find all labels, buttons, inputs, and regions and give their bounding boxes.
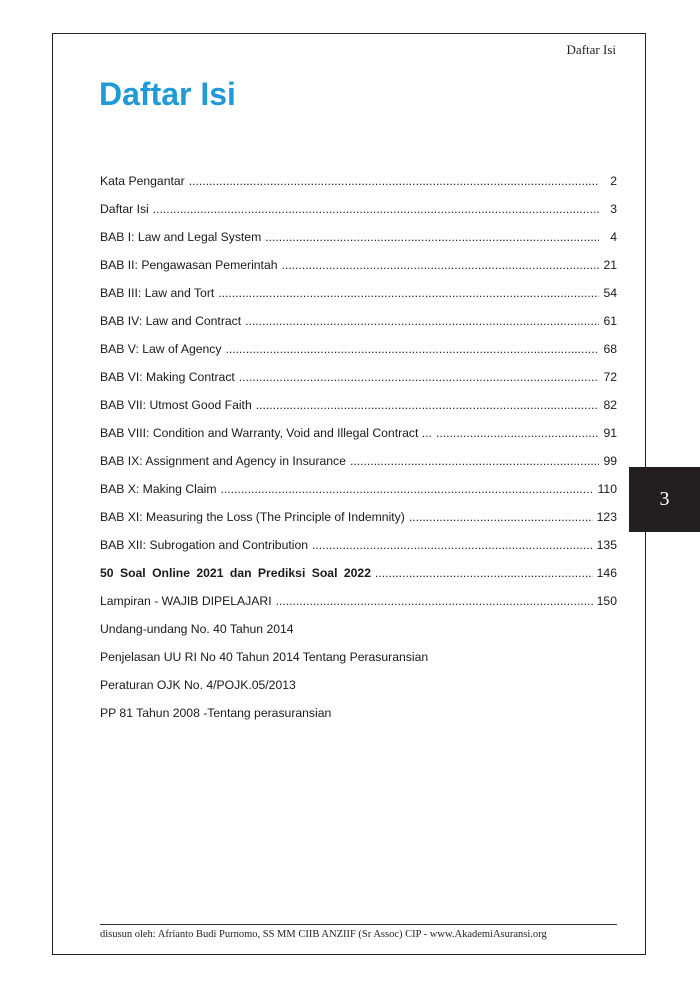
toc-entry[interactable] — [100, 454, 617, 482]
toc-leader — [189, 174, 599, 188]
toc-entry[interactable] — [100, 678, 617, 706]
table-of-contents — [100, 174, 617, 734]
toc-label: BAB V: Law of Agency — [100, 342, 222, 356]
toc-label: Daftar Isi — [100, 202, 149, 216]
toc-page-number: 150 — [596, 594, 617, 608]
toc-label: Peraturan OJK No. 4/POJK.05/2013 — [100, 678, 296, 692]
toc-page-number: 2 — [610, 174, 617, 188]
toc-page-number: 54 — [603, 286, 617, 300]
toc-leader — [153, 202, 599, 216]
toc-entry[interactable] — [100, 594, 617, 622]
toc-label: Lampiran - WAJIB DIPELAJARI — [100, 594, 272, 608]
toc-page-number: 61 — [603, 314, 617, 328]
toc-entry[interactable] — [100, 482, 617, 510]
toc-label: BAB IX: Assignment and Agency in Insurance — [100, 454, 346, 468]
toc-leader — [256, 398, 599, 412]
toc-entry[interactable] — [100, 342, 617, 370]
running-head: Daftar Isi — [566, 42, 616, 57]
toc-label: Kata Pengantar — [100, 174, 185, 188]
toc-leader — [276, 594, 593, 608]
toc-entry[interactable] — [100, 370, 617, 398]
toc-leader — [218, 286, 599, 300]
toc-page-number: 72 — [603, 370, 617, 384]
toc-page-number: 82 — [603, 398, 617, 412]
toc-label: BAB VIII: Condition and Warranty, Void and Illegal Contract ... — [100, 426, 432, 440]
toc-leader — [436, 426, 599, 440]
toc-label: BAB II: Pengawasan Pemerintah — [100, 258, 278, 272]
toc-page-number: 91 — [603, 426, 617, 440]
toc-page-number: 123 — [596, 510, 617, 524]
toc-label: Undang-undang No. 40 Tahun 2014 — [100, 622, 294, 636]
toc-page-number: 21 — [603, 258, 617, 272]
toc-leader — [239, 370, 599, 384]
toc-leader — [375, 566, 593, 580]
toc-page-number: 68 — [603, 342, 617, 356]
toc-leader — [350, 454, 599, 468]
toc-entry[interactable] — [100, 398, 617, 426]
toc-page-number: 99 — [603, 454, 617, 468]
footer-divider — [100, 924, 617, 925]
toc-entry[interactable] — [100, 230, 617, 258]
toc-page-number: 135 — [596, 538, 617, 552]
toc-leader — [221, 482, 594, 496]
toc-entry[interactable] — [100, 258, 617, 286]
toc-leader — [226, 342, 600, 356]
toc-label: 50 Soal Online 2021 dan Prediksi Soal 2022 — [100, 566, 371, 580]
toc-label: BAB I: Law and Legal System — [100, 230, 262, 244]
toc-label: BAB III: Law and Tort — [100, 286, 215, 300]
toc-label: BAB X: Making Claim — [100, 482, 217, 496]
toc-label: Penjelasan UU RI No 40 Tahun 2014 Tentang Perasuransian — [100, 650, 429, 664]
toc-page-number: 4 — [610, 230, 617, 244]
toc-leader — [245, 314, 599, 328]
toc-page-number: 146 — [596, 566, 617, 580]
toc-entry[interactable] — [100, 538, 617, 566]
toc-entry[interactable] — [100, 426, 617, 454]
toc-label: PP 81 Tahun 2008 -Tentang perasuransian — [100, 706, 332, 720]
toc-leader — [282, 258, 600, 272]
toc-label: BAB IV: Law and Contract — [100, 314, 242, 328]
footer-credit: disusun oleh: Afrianto Budi Purnomo, SS MM CIIB ANZIIF (Sr Assoc) CIP - www.AkademiAsuransi.org — [100, 929, 547, 940]
toc-page-number: 3 — [610, 202, 617, 216]
toc-entry[interactable] — [100, 566, 617, 594]
toc-entry[interactable] — [100, 314, 617, 342]
toc-entry[interactable] — [100, 286, 617, 314]
toc-label: BAB VII: Utmost Good Faith — [100, 398, 252, 412]
page-number-tab — [629, 467, 700, 532]
page-number: 3 — [659, 488, 670, 510]
toc-entry[interactable] — [100, 510, 617, 538]
toc-leader — [312, 538, 593, 552]
toc-entry[interactable] — [100, 174, 617, 202]
toc-entry[interactable] — [100, 202, 617, 230]
toc-entry[interactable] — [100, 706, 617, 734]
toc-leader — [409, 510, 593, 524]
toc-page-number: 110 — [597, 482, 617, 496]
toc-entry[interactable] — [100, 622, 617, 650]
toc-label: BAB XII: Subrogation and Contribution — [100, 538, 308, 552]
toc-leader — [265, 230, 599, 244]
page-title: Daftar Isi — [99, 76, 236, 112]
toc-label: BAB XI: Measuring the Loss (The Principle of Indemnity) — [100, 510, 405, 524]
toc-label: BAB VI: Making Contract — [100, 370, 235, 384]
toc-entry[interactable] — [100, 650, 617, 678]
